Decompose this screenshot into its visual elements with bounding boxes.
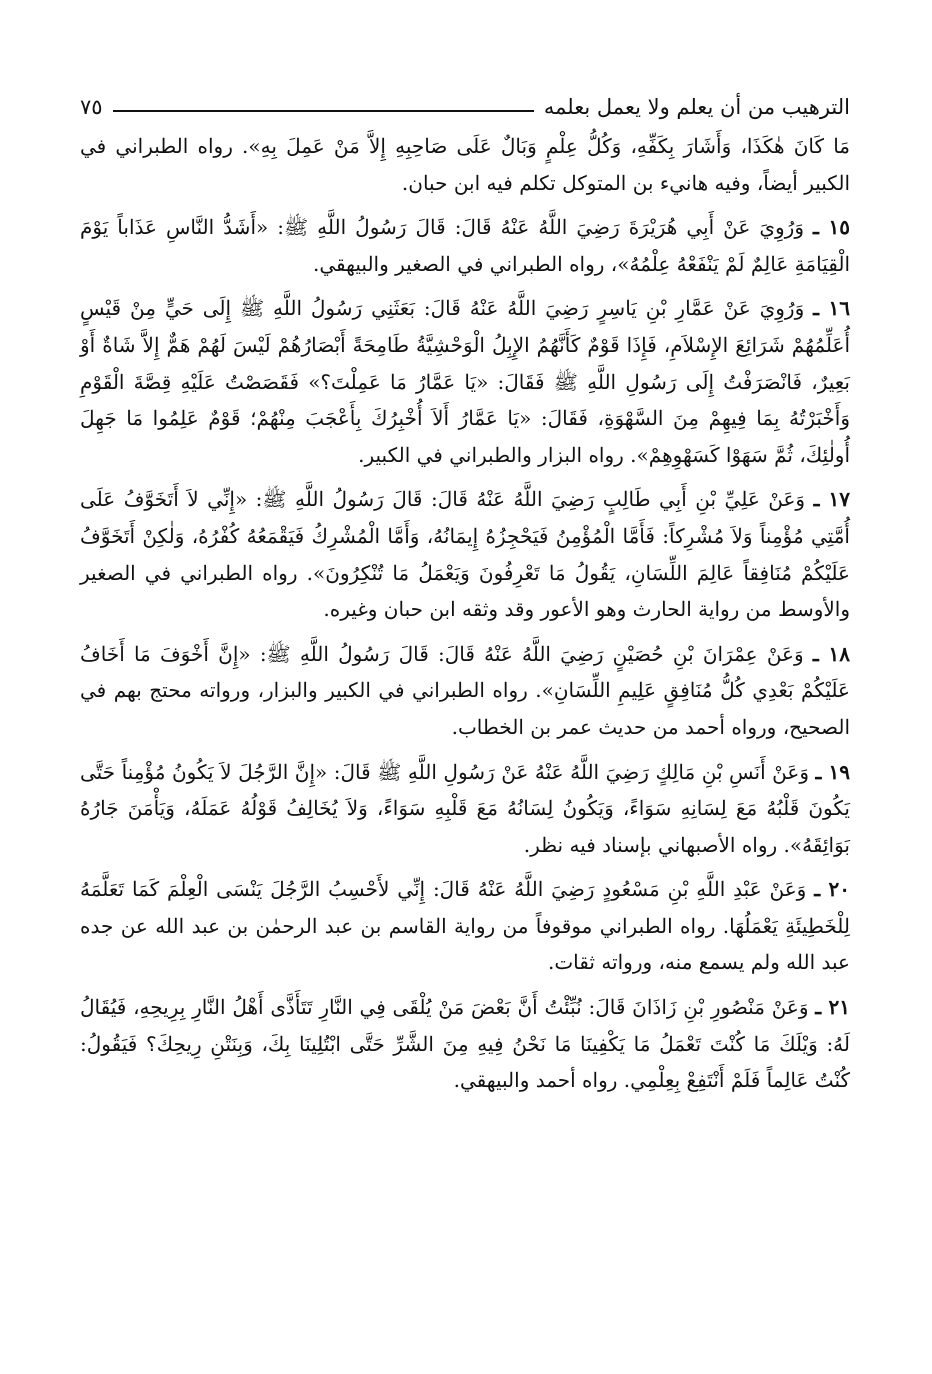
hadith-18: [80, 636, 850, 746]
page-number: ٧٥: [80, 94, 103, 119]
header-rule: [113, 110, 534, 112]
hadith-21: [80, 989, 850, 1099]
hadith-text: وَعَنْ عَلِيِّ بْنِ أَبِي طَالِبٍ رَضِيَ اللَّهُ عَنْهُ قَالَ: قَالَ رَسُولُ اللَّهِ ﷺ: «إِنِّي لاَ أَتَخَوَّفُ عَلَى أُمَّتِي مُؤْمِناً وَلاَ مُشْرِكاً: فَأَمَّا الْمُؤْمِنُ فَيَحْجِزُهُ إِيمَانُهُ، وَأَمَّا الْمُشْرِكُ فَيَقْمَعُهُ كُفْرُهُ، وَلٰكِنْ أَتَخَوَّفُ عَلَيْكُمْ مُنَافِقاً عَالِمَ اللِّسَانِ، يَقُولُ مَا تَعْرِفُونَ وَيَعْمَلُ مَا تُنْكِرُونَ». رواه الطبراني في الصغير والأوسط من رواية الحارث وهو الأعور وقد وثقه ابن حبان وغيره.: [80, 487, 850, 622]
book-page: [80, 84, 850, 1107]
hadith-text: وَرُوِيَ عَنْ أَبِي هُرَيْرَةَ رَضِيَ اللَّهُ عَنْهُ قَالَ: قَالَ رَسُولُ اللَّهِ ﷺ: «أَشَدُّ النَّاسِ عَذَاباً يَوْمَ الْقِيَامَةِ عَالِمٌ لَمْ يَنْفَعْهُ عِلْمُهُ»، رواه الطبراني في الصغير والبيهقي.: [80, 215, 850, 276]
hadith-text: وَعَنْ عَبْدِ اللَّهِ بْنِ مَسْعُودٍ رَضِيَ اللَّهُ عَنْهُ قَالَ: إِنِّي لأَحْسِبُ الرَّجُلَ يَنْسَى الْعِلْمَ كَمَا تَعَلَّمَهُ لِلْخَطِيئَةِ يَعْمَلُهَا. رواه الطبراني موقوفاً من رواية القاسم بن عبد الرحمٰن بن عبد الله عن جده عبد الله ولم يسمع منه، ورواته ثقات.: [80, 877, 850, 975]
hadith-text: مَا كَانَ هٰكَذَا، وَأَشَارَ بِكَفِّهِ، وَكُلُّ عِلْمٍ وَبَالٌ عَلَى صَاحِبِهِ إِلاَّ مَنْ عَمِلَ بِهِ». رواه الطبراني في الكبير أيضاً، وفيه هانيء بن المتوكل تكلم فيه ابن حبان.: [80, 134, 850, 195]
hadith-16: [80, 290, 850, 473]
hadith-number: ٢١ ـ: [815, 995, 850, 1020]
hadith-19: [80, 754, 850, 864]
hadith-17: [80, 481, 850, 627]
chapter-title: الترهيب من أن يعلم ولا يعمل بعلمه: [543, 94, 850, 119]
hadith-number: ١٩ ـ: [815, 759, 850, 784]
hadith-number: ١٧ ـ: [813, 487, 851, 512]
hadith-20: [80, 871, 850, 981]
hadith-text: وَعَنْ مَنْصُورِ بْنِ زَاذَانَ قَالَ: نُبِّئْتُ أَنَّ بَعْضَ مَنْ يُلْقَى فِي النَّارِ تَتَأَذَّى أَهْلُ النَّارِ بِرِيحِهِ، فَيُقَالُ لَهُ: وَيْلَكَ مَا كُنْتَ تَعْمَلُ مَا يَكْفِينَا مَا نَحْنُ فِيهِ مِنَ الشَّرِّ حَتَّى ابْتُلِينَا بِكَ، وَبِنَتْنِ رِيحِكَ؟ فَيَقُولُ: كُنْتُ عَالِماً فَلَمْ أَنْتَفِعْ بِعِلْمِي. رواه أحمد والبيهقي.: [80, 995, 850, 1093]
hadith-number: ١٥ ـ: [813, 215, 851, 240]
hadith-number: ١٨ ـ: [812, 641, 850, 666]
hadith-continuation: [80, 128, 850, 201]
hadith-15: [80, 209, 850, 282]
hadith-body: [80, 128, 850, 1099]
hadith-text: وَرُوِيَ عَنْ عَمَّارِ بْنِ يَاسِرٍ رَضِيَ اللَّهُ عَنْهُ قَالَ: بَعَثَنِي رَسُولُ اللَّهِ ﷺ إِلَى حَيٍّ مِنْ قَيْسٍ أُعَلِّمُهُمْ شَرَائِعَ الإِسْلاَمِ، فَإِذَا قَوْمٌ كَأَنَّهُمُ الإِبِلُ الْوَحْشِيَّةُ طَامِحَةً أَبْصَارُهُمْ لَيْسَ لَهُمْ هَمٌّ إِلاَّ شَاةٌ أَوْ بَعِيرٌ، فَانْصَرَفْتُ إِلَى رَسُولِ اللَّهِ ﷺ فَقَالَ: «يَا عَمَّارُ مَا عَمِلْتَ؟» فَقَصَصْتُ عَلَيْهِ قِصَّةَ الْقَوْمِ وَأَخْبَرْتُهُ بِمَا فِيهِمْ مِنَ السَّهْوَةِ، فَقَالَ: «يَا عَمَّارُ أَلاَ أُخْبِرُكَ بِأَعْجَبَ مِنْهُمْ؛ قَوْمٌ عَلِمُوا مَا جَهِلَ أُولٰئِكَ، ثُمَّ سَهَوْا كَسَهْوِهِمْ». رواه البزار والطبراني في الكبير.: [80, 296, 850, 467]
hadith-text: وَعَنْ عِمْرَانَ بْنِ حُصَيْنٍ رَضِيَ اللَّهُ عَنْهُ قَالَ: قَالَ رَسُولُ اللَّهِ ﷺ: «إِنَّ أَخْوَفَ مَا أَخَافُ عَلَيْكُمْ بَعْدِي كُلُّ مُنَافِقٍ عَلِيمِ اللِّسَانِ». رواه الطبراني في الكبير والبزار، ورواته محتج بهم في الصحيح، ورواه أحمد من حديث عمر بن الخطاب.: [80, 641, 850, 739]
running-header: [80, 84, 850, 120]
hadith-number: ١٦ ـ: [813, 296, 850, 321]
hadith-text: وَعَنْ أَنَسِ بْنِ مَالِكٍ رَضِيَ اللَّهُ عَنْهُ عَنْ رَسُولِ اللَّهِ ﷺ قَالَ: «إِنَّ الرَّجُلَ لاَ يَكُونُ مُؤْمِناً حَتَّى يَكُونَ قَلْبُهُ مَعَ لِسَانِهِ سَوَاءً، وَيَكُونُ لِسَانُهُ مَعَ قَلْبِهِ سَوَاءً، وَلاَ يُخَالِفُ قَوْلُهُ عَمَلَهُ، وَيَأْمَنَ جَارُهُ بَوَائِقَهُ». رواه الأصبهاني بإسناد فيه نظر.: [80, 759, 850, 857]
hadith-number: ٢٠ ـ: [814, 877, 851, 902]
